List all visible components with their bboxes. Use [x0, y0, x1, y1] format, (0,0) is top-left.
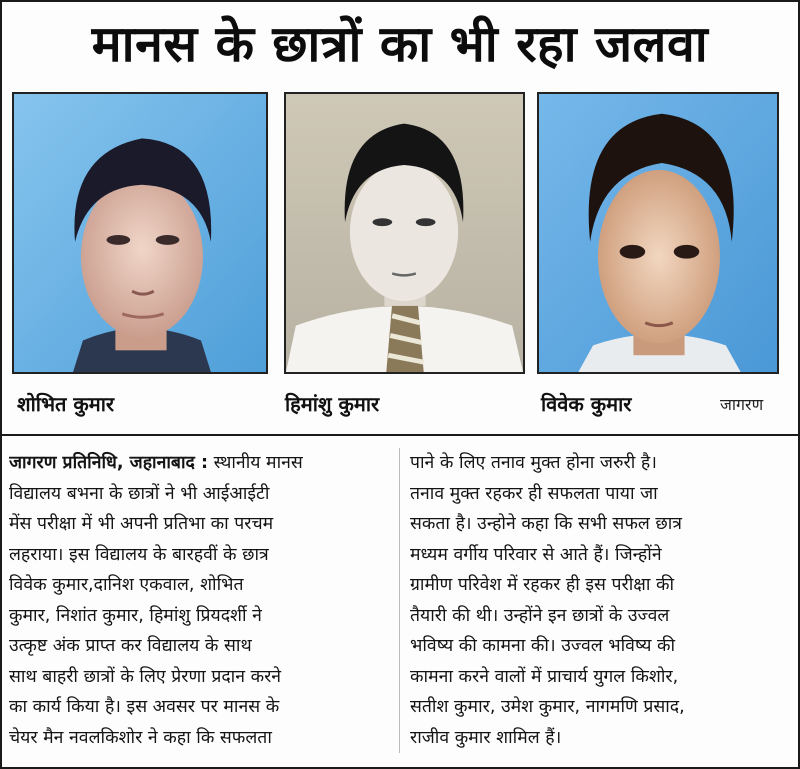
portrait-image	[14, 94, 266, 372]
photo-himanshu-kumar	[284, 92, 525, 374]
article-line: चेयर मैन नवलकिशोर ने कहा कि सफलता	[9, 727, 272, 748]
article-line: मेंस परीक्षा में भी अपनी प्रतिभा का परचम	[9, 514, 274, 534]
article-line: तैयारी की थी। उन्होंने इन छात्रों के उज्वल	[410, 605, 670, 626]
article-line: मध्यम वर्गीय परिवार से आते हैं। जिन्होंने	[410, 544, 662, 565]
article-line: तनाव मुक्त रहकर ही सफलता पाया जा	[410, 483, 658, 504]
photo-vivek-kumar	[537, 92, 779, 374]
column-divider	[399, 448, 400, 753]
article-column-right	[410, 448, 795, 753]
headline: मानस के छात्रों का भी रहा जलवा	[91, 15, 709, 73]
portrait-image	[539, 94, 777, 372]
photo-credit: जागरण	[720, 395, 764, 414]
photo-caption: हिमांशु कुमार	[285, 392, 380, 416]
article-line: उत्कृष्ट अंक प्राप्त कर विद्यालय के साथ	[9, 636, 252, 656]
article-line: सकता है। उन्होने कहा कि सभी सफल छात्र	[410, 514, 683, 534]
photo-shobhit-kumar	[12, 92, 268, 374]
portrait-image	[286, 94, 523, 372]
article-column-left	[9, 448, 389, 753]
article-line: सतीश कुमार, उमेश कुमार, नागमणि प्रसाद,	[410, 697, 685, 717]
dateline: जागरण प्रतिनिधि, जहानाबाद :	[9, 453, 209, 473]
article-line: विवेक कुमार,दानिश एकवाल, शोभित	[9, 575, 244, 595]
article-line: का कार्य किया है। इस अवसर पर मानस के	[9, 697, 280, 717]
article-line: कामना करने वालों में प्राचार्य युगल किशोर,	[410, 666, 679, 687]
article-line: पाने के लिए तनाव मुक्त होना जरुरी है।	[410, 453, 657, 473]
article-line-text: स्थानीय मानस	[208, 453, 303, 473]
article-line	[9, 448, 389, 479]
article-line: विद्यालय बभना के छात्रों ने भी आईआईटी	[9, 483, 270, 504]
photo-caption: विवेक कुमार	[541, 392, 632, 416]
article-line: भविष्य की कामना की। उज्वल भविष्य की	[410, 636, 676, 656]
article-line: कुमार, निशांत कुमार, हिमांशु प्रियदर्शी ने	[9, 605, 262, 626]
article-line: ग्रामीण परिवेश में रहकर ही इस परीक्षा की	[410, 575, 675, 595]
section-rule	[2, 434, 798, 436]
article-line: साथ बाहरी छात्रों के लिए प्रेरणा प्रदान करने	[9, 666, 282, 687]
article-line: राजीव कुमार शामिल हैं।	[410, 727, 562, 748]
photo-caption: शोभित कुमार	[17, 392, 115, 416]
article-line: लहराया। इस विद्यालय के बारहवीं के छात्र	[9, 544, 269, 565]
